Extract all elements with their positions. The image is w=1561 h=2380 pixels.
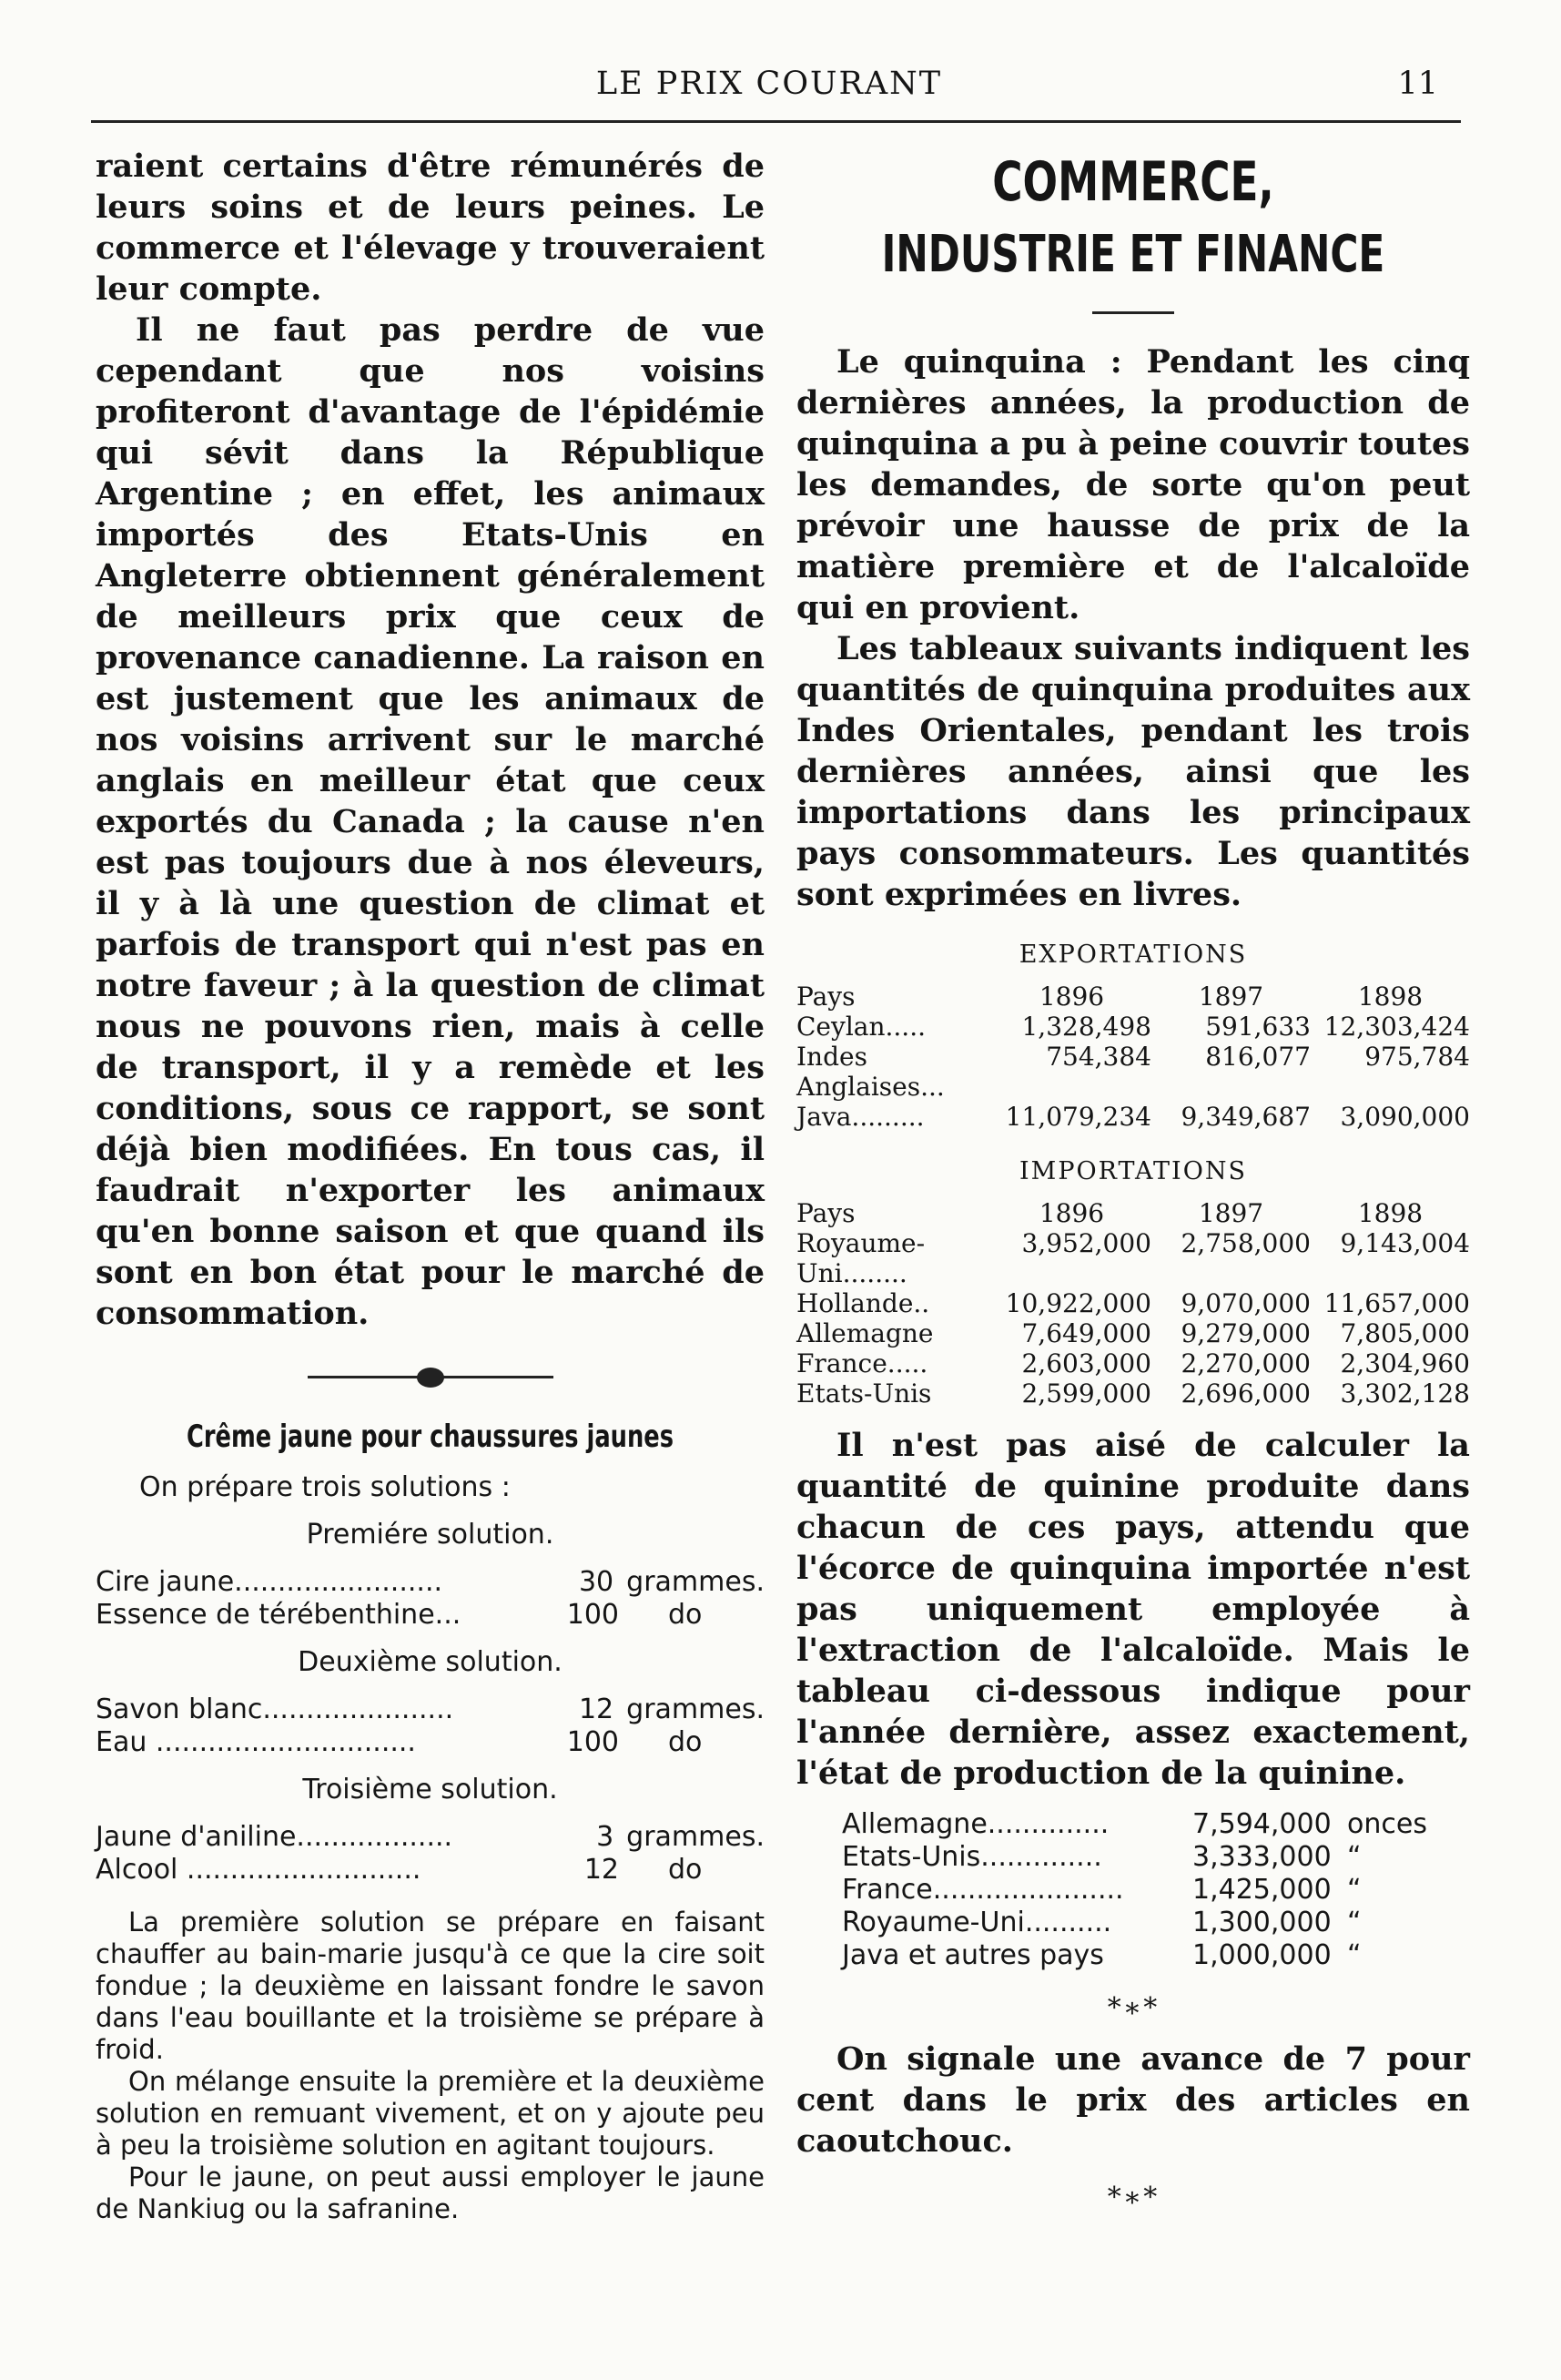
table-cell: 1,328,498 (1021, 1012, 1151, 1042)
page-number: 11 (1397, 66, 1438, 102)
production-unit: “ (1347, 1907, 1362, 1938)
header-cell: Pays (796, 1198, 856, 1228)
title-rule (1092, 311, 1174, 314)
paragraph-caoutchouc: On signale une avance de 7 pour cent dans le prix des articles en caoutchouc. (796, 2040, 1470, 2160)
table-cell: 11,079,234 (1005, 1102, 1151, 1132)
table-cell: 9,349,687 (1181, 1102, 1311, 1132)
table-cell: 2,599,000 (1021, 1378, 1151, 1409)
running-header (82, 66, 1456, 111)
table-cell: 754,384 (1046, 1042, 1151, 1072)
paragraph-export-animals: Il ne faut pas perdre de vue cependant que nos voisins profiteront d'avantage de l'épidémie qui sévit dans la République Argentine ; en effet, les animaux importés des Etats-Unis en Angleterre obtiennent généralement de meilleurs prix que ceux de provenance canadienne. La raison en est justement que les animaux de nos voisins arrivent sur le marché anglais en meilleur état que ceux exportés du Canada ; la cause n'en est pas toujours due à nos éleveurs, il y à là une question de climat et parfois de transport qui n'est pas en notre faveur ; à la question de climat nous ne pouvons rien, mais à celle de transport, il y a remède et les conditions, sous ce rapport, se sont déjà bien modifiées. En tous cas, il faudrait n'exporter les animaux qu'en bonne saison et que quand ils sont en bon état pour le marché de consommation. (96, 311, 765, 1332)
table-cell: France..... (796, 1348, 928, 1378)
ingredient-unit: do (668, 1854, 703, 1886)
ingredient-name: Cire jaune........................ (96, 1566, 443, 1598)
table-cell: 7,805,000 (1340, 1318, 1470, 1348)
ingredient-unit: do (668, 1726, 703, 1758)
table-row (796, 1348, 1470, 1378)
ingredient-qty: 100 (566, 1599, 619, 1631)
ingredient-unit: do (668, 1599, 703, 1631)
table-row (796, 1012, 1470, 1042)
table-cell: 816,077 (1205, 1042, 1311, 1072)
ingredient-row (96, 1726, 765, 1759)
table-cell: 591,633 (1205, 1012, 1311, 1042)
table-cell: Indes Anglaises... (796, 1042, 945, 1102)
ingredient-qty: 12 (578, 1693, 614, 1725)
production-country: France...................... (842, 1874, 1124, 1906)
ingredient-name: Eau .............................. (96, 1726, 416, 1758)
table-header (796, 1198, 1470, 1228)
table-cell: 10,922,000 (1005, 1288, 1151, 1318)
table-cell: 2,603,000 (1021, 1348, 1151, 1378)
production-row (842, 1874, 1470, 1907)
table-cell: 3,090,000 (1340, 1102, 1470, 1132)
production-list (796, 1808, 1470, 1972)
ingredient-unit: grammes. (626, 1693, 765, 1725)
table-cell: 12,303,424 (1323, 1012, 1470, 1042)
paragraph-continued: raient certains d'être rémunérés de leurs soins et de leurs peines. Le commerce et l'élevage y trouveraient leur compte. (96, 147, 765, 308)
ingredient-row (96, 1566, 765, 1599)
production-country: Royaume-Uni.......... (842, 1907, 1112, 1938)
table-cell: 3,302,128 (1340, 1378, 1470, 1409)
header-cell: 1897 (1198, 981, 1264, 1012)
left-column (96, 146, 765, 2225)
table-header (796, 981, 1470, 1012)
section-title: COMMERCE, (992, 150, 1274, 214)
production-country: Etats-Unis.............. (842, 1841, 1102, 1873)
production-row (842, 1808, 1470, 1841)
header-cell: 1897 (1198, 1198, 1264, 1228)
production-row (842, 1907, 1470, 1939)
asterism: *∗* (1107, 1992, 1160, 2024)
ingredient-qty: 30 (578, 1566, 614, 1598)
table-cell: 2,758,000 (1181, 1228, 1311, 1258)
production-qty: 1,425,000 (1192, 1874, 1332, 1906)
table-cell: Allemagne (796, 1318, 934, 1348)
imports-caption: IMPORTATIONS (1019, 1157, 1247, 1185)
recipe-paragraph: Pour le jaune, on peut aussi employer le jaune de Nankiug ou la safranine. (96, 2161, 765, 2224)
production-row (842, 1841, 1470, 1874)
ingredient-unit: grammes. (626, 1566, 765, 1598)
table-row (796, 1102, 1470, 1132)
table-cell: 2,304,960 (1340, 1348, 1470, 1378)
ingredient-name: Savon blanc...................... (96, 1693, 454, 1725)
header-cell: 1898 (1357, 981, 1424, 1012)
asterism-end: *∗* (1107, 2182, 1160, 2213)
recipe-paragraph: La première solution se prépare en faisant chauffer au bain-marie jusqu'à ce que la cire soit fondue ; la deuxième en laissant fondre le savon dans l'eau bouillante et la troisième se prépare à froid. (96, 1907, 765, 2065)
ingredient-name: Essence de térébenthine... (96, 1599, 461, 1631)
table-cell: 2,270,000 (1181, 1348, 1311, 1378)
paragraph-quinquina: Le quinquina : Pendant les cinq dernières années, la production de quinquina a pu à peine couvrir toutes les demandes, de sorte qu'on peut prévoir une hausse de prix de la matière première et de l'alcaloïde qui en provient. (796, 343, 1470, 626)
header-cell: Pays (796, 981, 856, 1012)
ingredient-row (96, 1693, 765, 1726)
production-row (842, 1939, 1470, 1972)
production-qty: 1,300,000 (1192, 1907, 1332, 1938)
solution-heading: Troisième solution. (302, 1774, 558, 1805)
ingredient-name: Alcool ........................... (96, 1854, 421, 1886)
running-title: LE PRIX COURANT (595, 66, 943, 102)
production-qty: 1,000,000 (1192, 1939, 1332, 1971)
table-cell: 7,649,000 (1021, 1318, 1151, 1348)
table-row (796, 1318, 1470, 1348)
right-column (796, 146, 1470, 2228)
ingredient-row (96, 1821, 765, 1854)
production-country: Java et autres pays (842, 1939, 1104, 1971)
table-cell: Royaume-Uni........ (796, 1228, 926, 1288)
table-row (796, 1042, 1470, 1102)
section-divider (308, 1376, 553, 1378)
ingredient-qty: 100 (566, 1726, 619, 1758)
recipe-paragraph: On mélange ensuite la première et la deuxième solution en remuant vivement, et on y ajoute peu à peu la troisième solution en agitant toujours. (96, 2066, 765, 2161)
header-cell: 1898 (1357, 1198, 1424, 1228)
ingredient-name: Jaune d'aniline.................. (96, 1821, 453, 1853)
production-country: Allemagne.............. (842, 1808, 1110, 1840)
paragraph-quinine: Il n'est pas aisé de calculer la quantité de quinine produite dans chacun de ces pays, attendu que l'écorce de quinquina importée n'est pas uniquement employée à l'extraction de l'alcaloïde. Mais le tableau ci-dessous indique pour l'année dernière, assez exactement, l'état de production de la quinine. (796, 1427, 1470, 1792)
ingredient-qty: 3 (596, 1821, 614, 1853)
ingredient-row (96, 1854, 765, 1887)
table-cell: 2,696,000 (1181, 1378, 1311, 1409)
paragraph-tables: Les tableaux suivants indiquent les quantités de quinquina produites aux Indes Orientales, pendant les trois dernières années, ainsi que les importations dans les principaux pays consommateurs. Les quantités sont exprimées en livres. (796, 630, 1470, 913)
table-cell: 3,952,000 (1021, 1228, 1151, 1258)
table-cell: Java......... (796, 1102, 925, 1132)
table-cell: Ceylan..... (796, 1012, 926, 1042)
table-cell: 9,070,000 (1181, 1288, 1311, 1318)
production-unit: “ (1347, 1939, 1362, 1971)
table-row (796, 1288, 1470, 1318)
production-unit: “ (1347, 1841, 1362, 1873)
recipe-title: Crême jaune pour chaussures jaunes (186, 1419, 674, 1455)
table-cell: 9,143,004 (1340, 1228, 1470, 1258)
header-cell: 1896 (1039, 1198, 1105, 1228)
production-qty: 3,333,000 (1192, 1841, 1332, 1873)
ingredient-qty: 12 (583, 1854, 619, 1886)
table-cell: 975,784 (1364, 1042, 1470, 1072)
production-unit: onces (1347, 1808, 1427, 1840)
table-row (796, 1378, 1470, 1409)
ingredient-unit: grammes. (626, 1821, 765, 1853)
solution-heading: Deuxième solution. (298, 1646, 563, 1678)
exports-caption: EXPORTATIONS (1019, 941, 1248, 969)
header-cell: 1896 (1039, 981, 1105, 1012)
table-cell: Hollande.. (796, 1288, 930, 1318)
table-cell: 9,279,000 (1181, 1318, 1311, 1348)
table-cell: 11,657,000 (1323, 1288, 1470, 1318)
production-qty: 7,594,000 (1192, 1808, 1332, 1840)
production-unit: “ (1347, 1874, 1362, 1906)
table-row (796, 1228, 1470, 1288)
header-rule (91, 120, 1461, 123)
section-subtitle: INDUSTRIE ET FINANCE (881, 225, 1385, 284)
ingredient-row (96, 1599, 765, 1632)
table-cell: Etats-Unis (796, 1378, 932, 1409)
recipe-intro: On prépare trois solutions : (139, 1471, 511, 1503)
solution-heading: Premiére solution. (306, 1519, 554, 1551)
